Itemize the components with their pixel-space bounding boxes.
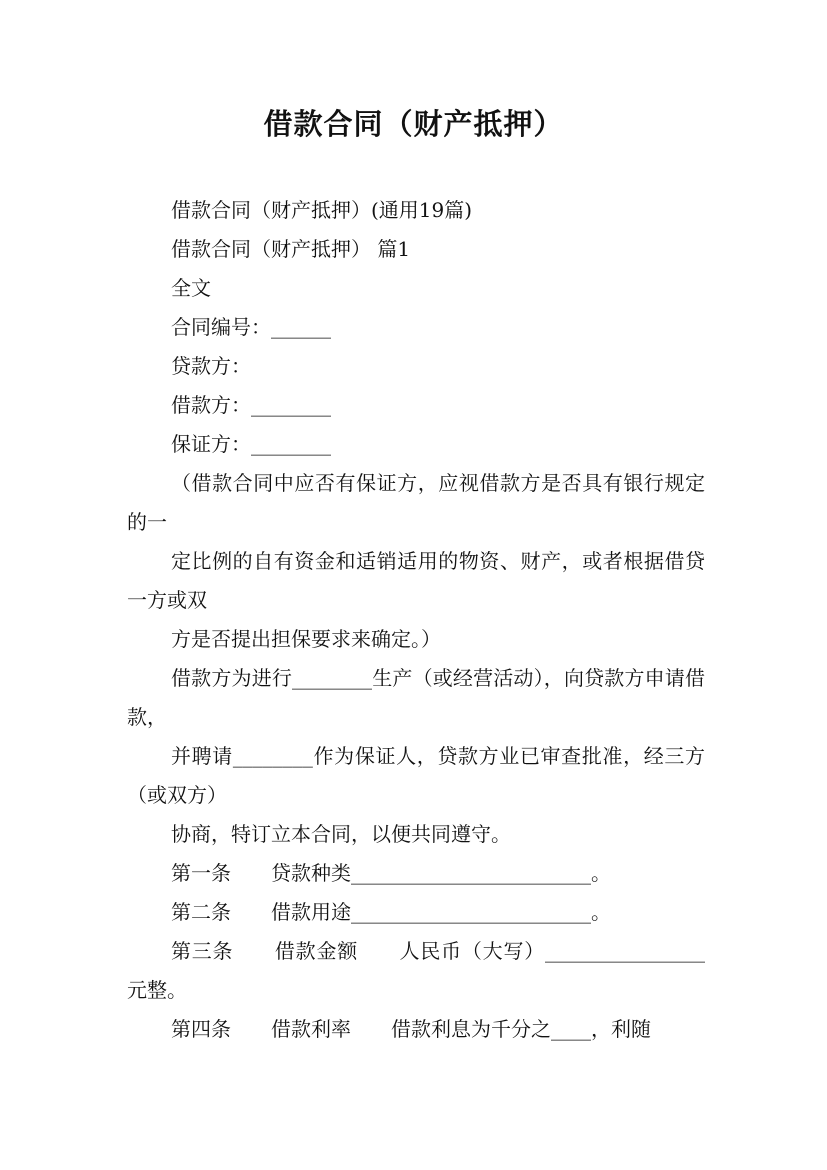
paragraph: 方是否提出担保要求来确定。）: [171, 627, 441, 651]
article-2: 第二条 借款用途________________________。: [171, 900, 611, 924]
article-3: 第三条 借款金额 人民币（大写）________________元整。: [127, 939, 705, 1002]
paragraph: 定比例的自有资金和适销适用的物资、财产，或者根据借贷一方或双: [127, 549, 705, 612]
paragraph: 借款方为进行________生产（或经营活动），向贷款方申请借款，: [127, 666, 705, 729]
borrower-line: 借款方：________: [171, 393, 331, 417]
contract-number-line: 合同编号：______: [171, 315, 331, 339]
document-title: 借款合同（财产抵押）: [263, 107, 564, 141]
section-heading: 借款合同（财产抵押） 篇1: [171, 237, 411, 261]
paragraph: 全文: [171, 276, 211, 300]
article-4: 第四条 借款利率 借款利息为千分之____，利随: [171, 1017, 651, 1041]
paragraph: （借款合同中应否有保证方，应视借款方是否具有银行规定的一: [127, 471, 705, 534]
paragraph: 协商，特订立本合同，以便共同遵守。: [171, 822, 511, 846]
doc-subtitle: 借款合同（财产抵押）(通用19篇): [171, 198, 473, 222]
guarantor-line: 保证方：________: [171, 432, 331, 456]
paragraph: 并聘请________作为保证人，贷款方业已审查批准，经三方（或双方）: [127, 744, 705, 807]
lender-line: 贷款方：: [171, 354, 251, 378]
article-1: 第一条 贷款种类________________________。: [171, 861, 611, 885]
